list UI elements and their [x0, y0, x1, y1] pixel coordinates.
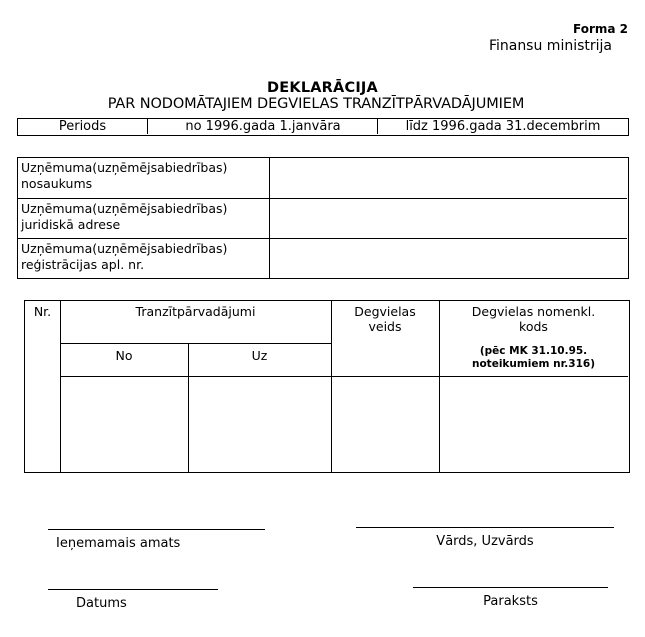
date-signature-line[interactable] — [48, 589, 218, 590]
table-divider — [60, 343, 332, 344]
company-address-field[interactable] — [269, 199, 628, 239]
position-signature-line[interactable] — [48, 529, 265, 530]
cell-code-input[interactable] — [441, 378, 628, 472]
col-to-header: Uz — [251, 348, 268, 363]
company-name-field[interactable] — [269, 158, 628, 198]
signature-line[interactable] — [413, 587, 608, 588]
company-address-label: Uzņēmuma(uzņēmējsabiedrības) juridiskā adrese — [21, 201, 228, 232]
company-registration-label: Uzņēmuma(uzņēmējsabiedrības) reģistrācijas apl. nr. — [21, 241, 228, 272]
ministry-name: Finansu ministrija — [488, 38, 612, 54]
period-label: Periods — [58, 119, 107, 134]
company-name-label: Uzņēmuma(uzņēmējsabiedrības) nosaukums — [21, 160, 228, 191]
company-name-row — [18, 158, 627, 198]
document-subtitle: PAR NODOMĀTAJIEM DEGVIELAS TRANZĪTPĀRVADĀJUMIEM — [107, 96, 525, 112]
col-code-note: (pēc MK 31.10.95. noteikumiem nr.316) — [471, 345, 595, 370]
form-number: Forma 2 — [572, 22, 628, 36]
name-label: Vārds, Uzvārds — [436, 534, 534, 549]
col-transit-header: Tranzītpārvadājumi — [135, 304, 256, 319]
cell-from-input[interactable] — [61, 378, 188, 472]
col-nr-header: Nr. — [33, 304, 52, 319]
company-registration-row — [18, 238, 627, 278]
position-label: Ieņemamais amats — [56, 536, 181, 551]
name-signature-line[interactable] — [356, 527, 614, 528]
period-table — [17, 118, 629, 136]
company-address-row — [18, 198, 627, 239]
col-from-header: No — [115, 348, 133, 363]
cell-to-input[interactable] — [190, 378, 331, 472]
period-to: līdz 1996.gada 31.decembrim — [377, 119, 628, 134]
table-divider — [60, 376, 628, 377]
col-fuel-type-header: Degvielas veids — [354, 304, 416, 334]
company-registration-field[interactable] — [269, 239, 628, 278]
cell-fuel-type-input[interactable] — [333, 378, 439, 472]
col-code-header: Degvielas nomenkl. kods — [471, 304, 596, 334]
cell-nr-input[interactable] — [25, 376, 60, 472]
transit-table — [24, 300, 630, 473]
date-label: Datums — [76, 596, 127, 611]
company-info-table — [17, 157, 629, 279]
period-from: no 1996.gada 1.janvāra — [147, 119, 378, 134]
signature-label: Paraksts — [483, 594, 538, 609]
document-title: DEKLARĀCIJA — [267, 80, 378, 96]
